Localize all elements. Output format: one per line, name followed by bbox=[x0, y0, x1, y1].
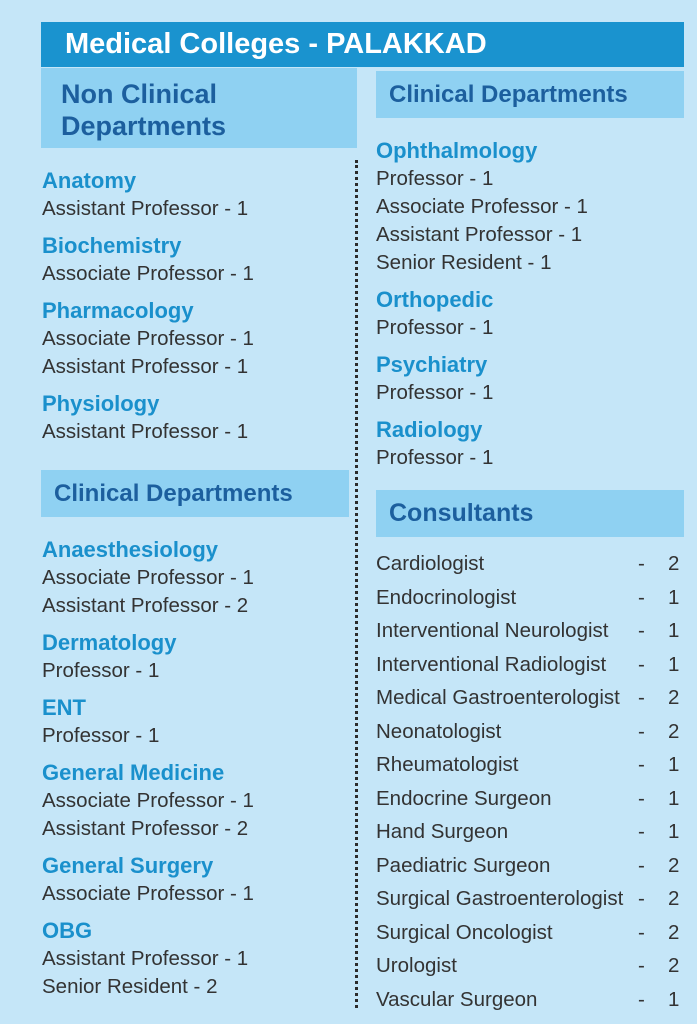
non-clinical-heading-line2: Departments bbox=[61, 111, 227, 141]
consultant-count: 1 bbox=[668, 987, 680, 1011]
dept-name: Anatomy bbox=[42, 168, 137, 193]
consultant-dash: - bbox=[638, 887, 645, 910]
consultant-row bbox=[376, 681, 686, 715]
position-line: Professor - 1 bbox=[376, 381, 494, 404]
consultant-count: 1 bbox=[668, 820, 680, 843]
consultant-row bbox=[376, 882, 686, 916]
dept-anatomy bbox=[42, 167, 342, 223]
consultant-count: 2 bbox=[668, 686, 680, 709]
consultant-name: Hand Surgeon bbox=[376, 820, 509, 843]
dept-obg bbox=[42, 917, 342, 1001]
consultant-dash: - bbox=[638, 686, 645, 709]
left-clinical-heading: Clinical Departments bbox=[41, 470, 349, 517]
consultant-name: Rheumatologist bbox=[376, 753, 519, 776]
position-line: Assistant Professor - 1 bbox=[42, 947, 249, 970]
dept-ophthalmology bbox=[376, 137, 686, 277]
consultant-name: Surgical Oncologist bbox=[376, 920, 553, 944]
non-clinical-heading-line1: Non Clinical bbox=[61, 79, 218, 109]
consultant-row bbox=[376, 815, 686, 849]
dept-physiology bbox=[42, 390, 342, 446]
dept-name: General Medicine bbox=[42, 760, 225, 785]
consultant-row bbox=[376, 547, 686, 581]
consultant-name: Interventional Radiologist bbox=[376, 652, 607, 676]
consultant-name: Endocrine Surgeon bbox=[376, 786, 552, 810]
consultant-row bbox=[376, 581, 686, 615]
consultant-dash: - bbox=[638, 719, 645, 743]
position-line: Professor - 1 bbox=[42, 724, 160, 747]
consultant-dash: - bbox=[638, 786, 645, 810]
position-line: Associate Professor - 1 bbox=[376, 195, 588, 218]
consultant-count: 2 bbox=[668, 853, 680, 877]
consultant-name: Endocrinologist bbox=[376, 585, 517, 609]
position-line: Professor - 1 bbox=[376, 316, 494, 339]
position-line: Professor - 1 bbox=[42, 659, 160, 682]
consultant-row bbox=[376, 916, 686, 950]
page-title: Medical Colleges - PALAKKAD bbox=[41, 22, 684, 67]
consultant-count: 2 bbox=[668, 552, 680, 575]
dept-name: OBG bbox=[42, 918, 93, 943]
consultant-name: Interventional Neurologist bbox=[376, 619, 609, 642]
consultant-dash: - bbox=[638, 820, 645, 843]
consultant-count: 2 bbox=[668, 719, 680, 743]
consultant-row bbox=[376, 949, 686, 983]
left-clinical-list bbox=[42, 536, 342, 1001]
consultant-count: 1 bbox=[668, 786, 680, 810]
position-line: Assistant Professor - 2 bbox=[42, 594, 249, 617]
position-line: Professor - 1 bbox=[376, 167, 494, 190]
dept-biochemistry bbox=[42, 232, 342, 288]
consultant-dash: - bbox=[638, 987, 645, 1011]
consultant-row bbox=[376, 782, 686, 816]
dept-name: Psychiatry bbox=[376, 352, 488, 377]
consultant-name: Urologist bbox=[376, 954, 457, 977]
position-line: Assistant Professor - 1 bbox=[42, 355, 249, 378]
dept-pharmacology bbox=[42, 297, 342, 381]
consultant-name: Cardiologist bbox=[376, 552, 485, 575]
consultant-count: 1 bbox=[668, 585, 680, 609]
dept-general-medicine bbox=[42, 759, 342, 843]
dept-name: Pharmacology bbox=[42, 298, 194, 323]
position-line: Assistant Professor - 1 bbox=[42, 420, 249, 443]
consultant-name: Paediatric Surgeon bbox=[376, 853, 551, 877]
position-line: Assistant Professor - 1 bbox=[42, 197, 249, 220]
consultant-count: 2 bbox=[668, 887, 680, 910]
dept-name: Radiology bbox=[376, 417, 483, 442]
consultant-row bbox=[376, 614, 686, 648]
column-divider bbox=[355, 160, 358, 1008]
dept-radiology bbox=[376, 416, 686, 472]
consultant-row bbox=[376, 983, 686, 1017]
dept-name: Dermatology bbox=[42, 630, 177, 655]
consultant-count: 1 bbox=[668, 619, 680, 642]
dept-ent bbox=[42, 694, 342, 750]
consultant-row bbox=[376, 715, 686, 749]
dept-anaesthesiology bbox=[42, 536, 342, 620]
consultant-name: Vascular Surgeon bbox=[376, 987, 538, 1011]
position-line: Assistant Professor - 1 bbox=[376, 223, 583, 246]
consultant-count: 2 bbox=[668, 920, 680, 944]
dept-name: General Surgery bbox=[42, 853, 214, 878]
consultant-dash: - bbox=[638, 920, 645, 944]
dept-name: Physiology bbox=[42, 391, 160, 416]
position-line: Assistant Professor - 2 bbox=[42, 817, 249, 840]
consultant-name: Medical Gastroenterologist bbox=[376, 686, 620, 709]
consultant-dash: - bbox=[638, 652, 645, 676]
consultant-dash: - bbox=[638, 853, 645, 877]
consultant-name: Surgical Gastroenterologist bbox=[376, 887, 624, 910]
consultant-row bbox=[376, 648, 686, 682]
dept-name: Ophthalmology bbox=[376, 138, 538, 163]
dept-orthopedic bbox=[376, 286, 686, 342]
dept-name: Anaesthesiology bbox=[42, 537, 219, 562]
right-clinical-heading: Clinical Departments bbox=[376, 71, 684, 118]
position-line: Associate Professor - 1 bbox=[42, 262, 254, 285]
consultant-name: Neonatologist bbox=[376, 719, 502, 743]
dept-name: Biochemistry bbox=[42, 233, 182, 258]
consultant-row bbox=[376, 748, 686, 782]
consultant-count: 1 bbox=[668, 652, 680, 676]
position-line: Senior Resident - 2 bbox=[42, 975, 218, 998]
consultant-dash: - bbox=[638, 954, 645, 977]
consultant-dash: - bbox=[638, 619, 645, 642]
dept-psychiatry bbox=[376, 351, 686, 407]
consultant-dash: - bbox=[638, 753, 645, 776]
non-clinical-heading bbox=[41, 68, 357, 148]
position-line: Associate Professor - 1 bbox=[42, 789, 254, 812]
position-line: Associate Professor - 1 bbox=[42, 327, 254, 350]
non-clinical-list bbox=[42, 167, 342, 446]
consultants-list bbox=[376, 547, 686, 1016]
consultant-count: 1 bbox=[668, 753, 680, 776]
dept-name: Orthopedic bbox=[376, 287, 494, 312]
position-line: Associate Professor - 1 bbox=[42, 566, 254, 589]
dept-general-surgery bbox=[42, 852, 342, 908]
dept-dermatology bbox=[42, 629, 342, 685]
position-line: Associate Professor - 1 bbox=[42, 882, 254, 905]
consultant-row bbox=[376, 849, 686, 883]
dept-name: ENT bbox=[42, 695, 86, 720]
position-line: Professor - 1 bbox=[376, 446, 494, 469]
consultant-dash: - bbox=[638, 552, 645, 575]
position-line: Senior Resident - 1 bbox=[376, 251, 552, 274]
right-clinical-list bbox=[376, 137, 686, 472]
consultants-heading: Consultants bbox=[376, 490, 684, 537]
consultant-dash: - bbox=[638, 585, 645, 609]
consultant-count: 2 bbox=[668, 954, 680, 977]
